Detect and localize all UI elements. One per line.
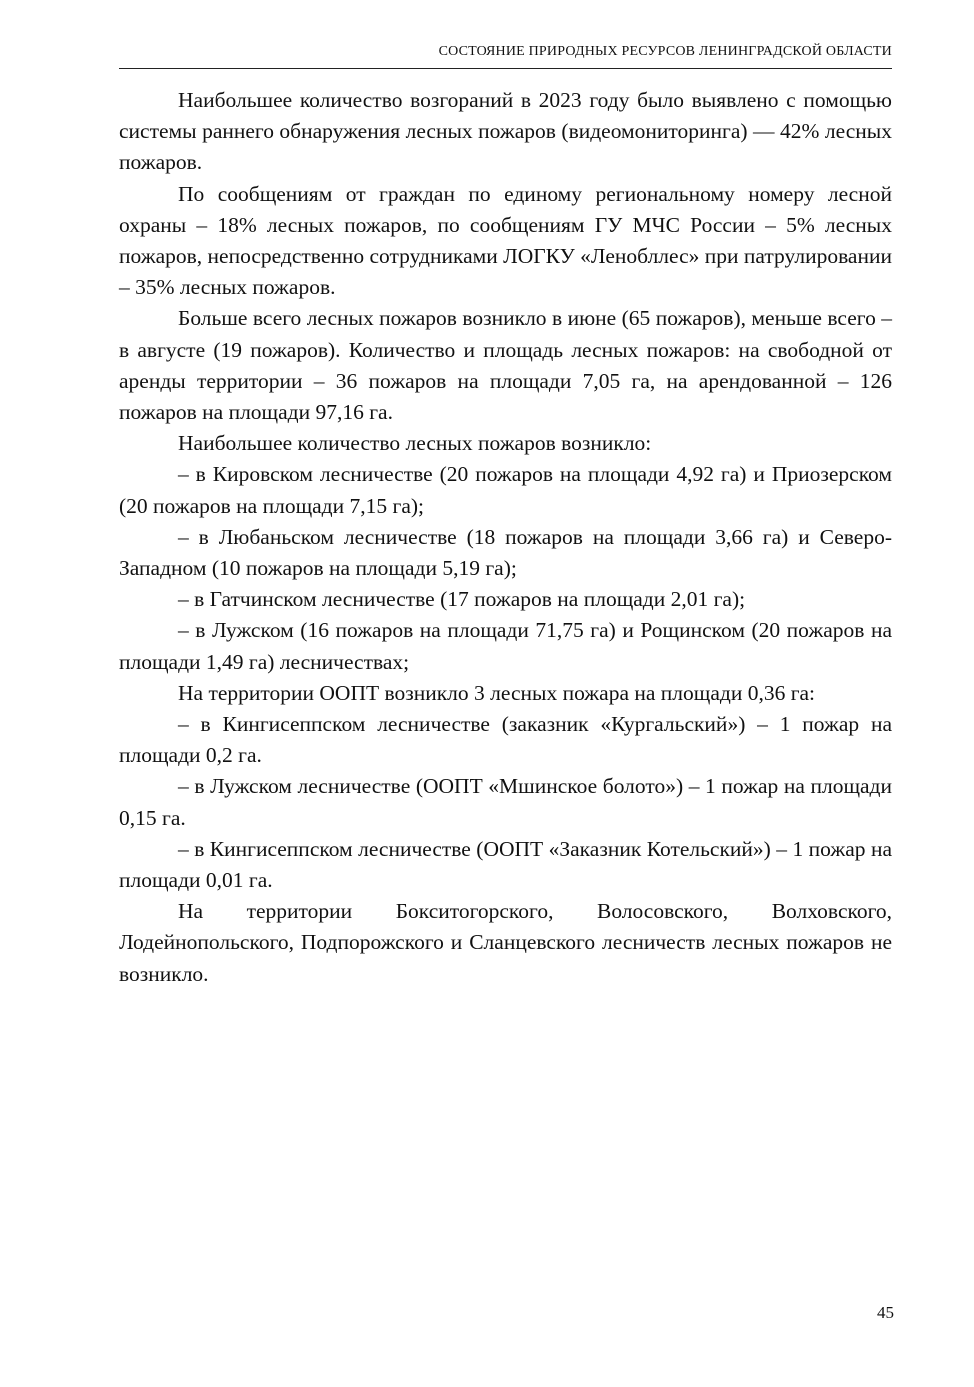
paragraph-detection-methods: Наибольшее количество возгораний в 2023 году было выявлено с помощью системы раннего обнаружения лесных пожаров (видеомониторинга) — 42% лесных пожаров. xyxy=(119,88,892,175)
list-item-kurgalsky: – в Кингисеппском лесничестве (заказник «Кургальский») – 1 пожар на площади 0,2 га. xyxy=(119,712,892,768)
list-item-gatchina: – в Гатчинском лесничестве (17 пожаров на площади 2,01 га); xyxy=(178,587,746,612)
paragraph-no-fires: На территории Бокситогорского, Волосовского, Волховского, Лодейнопольского, Подпорожского и Сланцевского лесничеств лесных пожаров не возникло. xyxy=(119,899,892,986)
paragraph-largest-count-intro: Наибольшее количество лесных пожаров возникло: xyxy=(178,431,652,456)
list-item-lyuban: – в Любаньском лесничестве (18 пожаров на площади 3,66 га) и Северо-Западном (10 пожаров на площади 5,19 га); xyxy=(119,524,892,581)
list-item-luga-roshchino: – в Лужском (16 пожаров на площади 71,75 га) и Рощинском (20 пожаров на площади 1,49 га) лесничествах; xyxy=(119,618,892,674)
paragraph-monthly-and-area: Больше всего лесных пожаров возникло в июне (65 пожаров), меньше всего – в августе (19 пожаров). Количество и площадь лесных пожаров: на свободной от аренды территории – 36 пожаров на площади 7,05 га, на арендованной – 126 пожаров на площади 97,16 га. xyxy=(119,306,892,425)
list-item-mshinskoe: – в Лужском лесничестве (ООПТ «Мшинское болото») – 1 пожар на площади 0,15 га. xyxy=(119,774,892,830)
paragraph-protected-areas-intro: На территории ООПТ возникло 3 лесных пожара на площади 0,36 га: xyxy=(178,680,816,705)
running-header: СОСТОЯНИЕ ПРИРОДНЫХ РЕСУРСОВ ЛЕНИНГРАДСКОЙ ОБЛАСТИ xyxy=(438,44,892,59)
paragraph-reporting-sources: По сообщениям от граждан по единому региональному номеру лесной охраны – 18% лесных пожаров, по сообщениям ГУ МЧС России – 5% лесных пожаров, непосредственно сотрудниками ЛОГКУ «Ленобллес» при патрулировании – 35% лесных пожаров. xyxy=(119,181,892,300)
body-text xyxy=(119,85,892,990)
list-item-kirovsk: – в Кировском лесничестве (20 пожаров на площади 4,92 га) и Приозерском (20 пожаров на площади 7,15 га); xyxy=(119,462,892,518)
header-divider xyxy=(119,68,892,69)
list-item-kotelsky: – в Кингисеппском лесничестве (ООПТ «Заказник Котельский») – 1 пожар на площади 0,01 га. xyxy=(119,836,892,893)
page-number: 45 xyxy=(877,1303,894,1322)
